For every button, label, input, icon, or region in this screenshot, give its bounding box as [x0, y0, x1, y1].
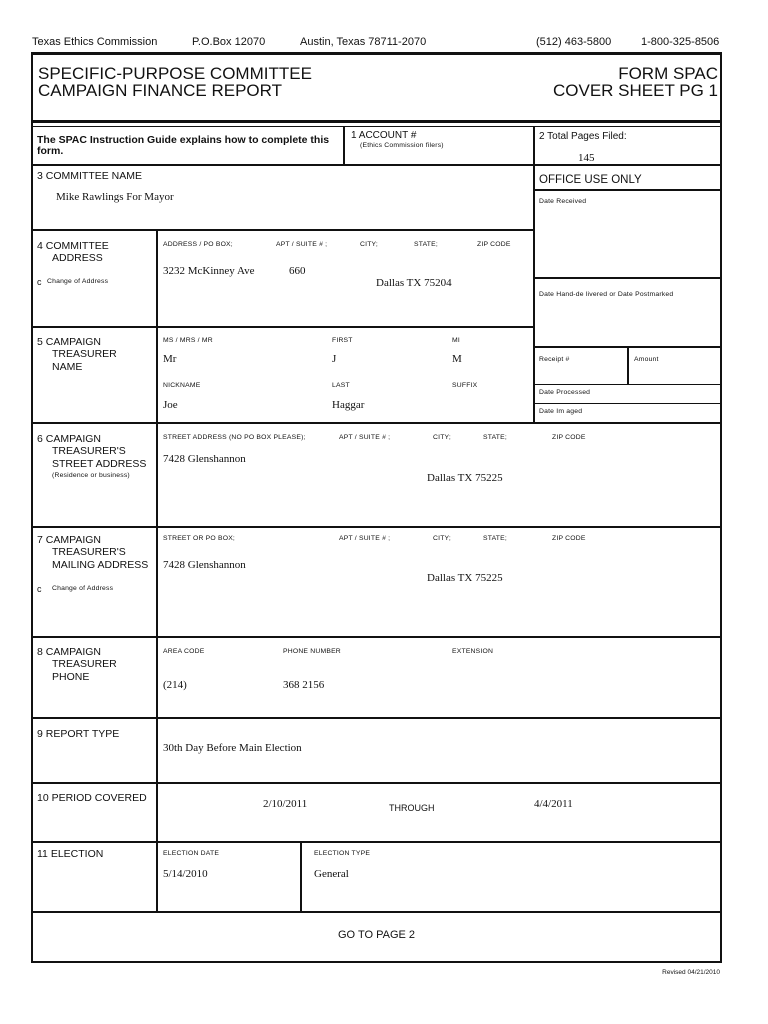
row-divider — [31, 229, 534, 231]
go-to-page-2: GO TO PAGE 2 — [337, 929, 416, 941]
col-suffix: SUFFIX — [452, 382, 478, 389]
treasurer-last-value[interactable]: Haggar — [332, 399, 365, 411]
row-divider — [31, 164, 722, 166]
date-hand-delivered-label: Date Hand-de livered or Date Postmarked — [539, 291, 674, 298]
revised-date: Revised 04/21/2010 — [662, 969, 720, 976]
header-phone1: (512) 463-5800 — [536, 36, 612, 48]
election-divider — [300, 842, 302, 913]
committee-city-state-zip-value[interactable]: Dallas TX 75204 — [376, 277, 452, 289]
col-apt: APT / SUITE # ; — [276, 241, 328, 248]
election-date-value[interactable]: 5/14/2010 — [163, 868, 208, 880]
mailing-street-value[interactable]: 7428 Glenshannon — [163, 559, 246, 571]
date-imaged-label: Date Im aged — [539, 408, 583, 415]
date-received-label: Date Received — [539, 198, 587, 205]
header-pobox: P.O.Box 12070 — [192, 36, 266, 48]
street-address-note: (Residence or business) — [52, 472, 130, 479]
period-from-value[interactable]: 2/10/2011 — [263, 798, 308, 810]
col-apt: APT / SUITE # ; — [339, 434, 391, 441]
col-zip: ZIP CODE — [552, 535, 586, 542]
amount-label: Amount — [634, 356, 659, 363]
phone-label-3: PHONE — [52, 671, 90, 683]
header-city: Austin, Texas 78711-2070 — [300, 36, 427, 48]
phone-number-value[interactable]: 368 2156 — [283, 679, 325, 691]
street-address-label: 6 CAMPAIGN — [37, 433, 101, 445]
period-to-value[interactable]: 4/4/2011 — [534, 798, 573, 810]
street-city-state-zip-value[interactable]: Dallas TX 75225 — [427, 472, 503, 484]
period-covered-label: 10 PERIOD COVERED — [37, 792, 147, 804]
title-rule — [31, 120, 722, 123]
col-state: STATE; — [414, 241, 438, 248]
col-first: FIRST — [332, 337, 353, 344]
date-processed-label: Date Processed — [539, 389, 591, 396]
col-election-type: ELECTION TYPE — [314, 850, 371, 857]
street-address-label-2: TREASURER'S — [52, 445, 126, 457]
header-phone2: 1-800-325-8506 — [641, 36, 720, 48]
receipt-label: Receipt # — [539, 356, 570, 363]
phone-label-2: TREASURER — [52, 658, 117, 670]
office-divider — [533, 127, 535, 423]
account-sublabel: (Ethics Commission filers) — [360, 142, 444, 149]
election-label: 11 ELECTION — [37, 848, 104, 860]
mailing-city-state-zip-value[interactable]: Dallas TX 75225 — [427, 572, 503, 584]
treasurer-name-label-3: NAME — [52, 361, 83, 373]
col-nickname: NICKNAME — [163, 382, 201, 389]
office-rule — [535, 403, 722, 404]
checkbox-icon[interactable]: c — [37, 584, 42, 594]
office-use-title: OFFICE USE ONLY — [539, 174, 642, 186]
row-divider — [31, 526, 722, 528]
row-divider — [31, 911, 722, 913]
col-city: CITY; — [433, 434, 451, 441]
form-top-border — [31, 52, 722, 55]
committee-name-value[interactable]: Mike Rawlings For Mayor — [56, 191, 174, 203]
col-city: CITY; — [433, 535, 451, 542]
col-apt: APT / SUITE # ; — [339, 535, 391, 542]
change-of-address-label: Change of Address — [52, 585, 114, 592]
row-divider — [31, 782, 722, 784]
col-title: MS / MRS / MR — [163, 337, 213, 344]
col-extension: EXTENSION — [452, 648, 494, 655]
title-line1: SPECIFIC-PURPOSE COMMITTEE — [38, 64, 312, 83]
office-divider — [627, 347, 629, 385]
label-column-divider — [156, 230, 158, 913]
col-area-code: AREA CODE — [163, 648, 205, 655]
treasurer-name-label-2: TREASURER — [52, 348, 117, 360]
col-mi: MI — [452, 337, 460, 344]
office-rule — [535, 277, 722, 279]
row-divider — [31, 636, 722, 638]
instruction-guide-note: The SPAC Instruction Guide explains how to complete this form. — [37, 134, 330, 157]
report-type-label: 9 REPORT TYPE — [37, 728, 120, 740]
treasurer-mi-value[interactable]: M — [452, 353, 462, 365]
form-left-border — [31, 52, 33, 963]
col-street: STREET ADDRESS (NO PO BOX PLEASE); — [163, 434, 306, 441]
form-bottom-border — [31, 961, 722, 963]
report-type-value[interactable]: 30th Day Before Main Election — [163, 742, 302, 754]
row-divider — [31, 717, 722, 719]
treasurer-first-value[interactable]: J — [332, 353, 337, 365]
col-state: STATE; — [483, 434, 507, 441]
office-rule — [535, 384, 722, 385]
election-type-value[interactable]: General — [314, 868, 349, 880]
office-rule — [535, 189, 722, 191]
account-label: 1 ACCOUNT # — [351, 130, 417, 141]
committee-address-label-2: ADDRESS — [52, 252, 103, 264]
committee-street-value[interactable]: 3232 McKinney Ave — [163, 265, 255, 277]
col-state: STATE; — [483, 535, 507, 542]
mailing-address-label: 7 CAMPAIGN — [37, 534, 101, 546]
phone-label: 8 CAMPAIGN — [37, 646, 101, 658]
treasurer-title-value[interactable]: Mr — [163, 353, 177, 365]
treasurer-nickname-value[interactable]: Joe — [163, 399, 178, 411]
treasurer-name-label: 5 CAMPAIGN — [37, 336, 101, 348]
committee-address-label: 4 COMMITTEE — [37, 240, 109, 252]
street-value[interactable]: 7428 Glenshannon — [163, 453, 246, 465]
area-code-value[interactable]: (214) — [163, 679, 187, 691]
through-label: THROUGH — [389, 803, 435, 813]
total-pages-value[interactable]: 145 — [578, 152, 595, 164]
mailing-address-label-2: TREASURER'S — [52, 546, 126, 558]
header-org: Texas Ethics Commission — [32, 36, 158, 48]
mailing-address-label-3: MAILING ADDRESS — [52, 559, 149, 571]
street-address-label-3: STREET ADDRESS — [52, 458, 147, 470]
col-zip: ZIP CODE — [552, 434, 586, 441]
committee-name-label: 3 COMMITTEE NAME — [37, 170, 143, 182]
change-of-address-label: Change of Address — [47, 278, 109, 285]
row-divider — [31, 841, 722, 843]
divider — [343, 127, 345, 165]
total-pages-label: 2 Total Pages Filed: — [539, 131, 627, 142]
col-phone-number: PHONE NUMBER — [283, 648, 341, 655]
form-code: FORM SPAC — [618, 64, 718, 83]
committee-apt-value[interactable]: 660 — [289, 265, 306, 277]
col-election-date: ELECTION DATE — [163, 850, 220, 857]
checkbox-icon[interactable]: c — [37, 277, 42, 287]
col-last: LAST — [332, 382, 350, 389]
cover-sheet-label: COVER SHEET PG 1 — [552, 81, 718, 100]
col-zip: ZIP CODE — [477, 241, 511, 248]
col-street: STREET OR PO BOX; — [163, 535, 236, 542]
col-address: ADDRESS / PO BOX; — [163, 241, 233, 248]
title-rule-thin — [31, 126, 722, 127]
row-divider — [31, 326, 534, 328]
title-line2: CAMPAIGN FINANCE REPORT — [38, 81, 283, 100]
row-divider — [31, 422, 722, 424]
col-city: CITY; — [360, 241, 378, 248]
